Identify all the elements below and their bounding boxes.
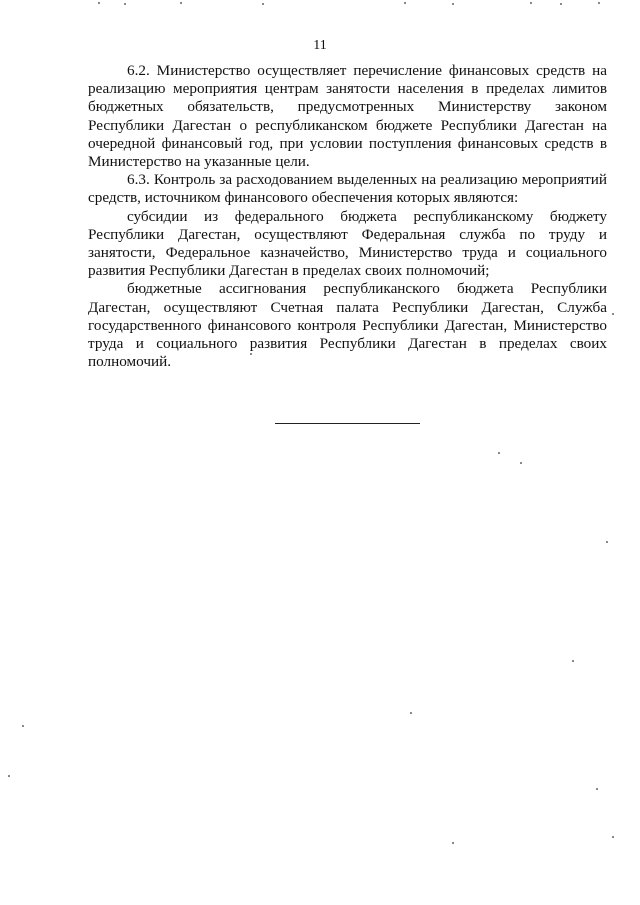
page-number: 11 (313, 38, 327, 53)
document-body (88, 62, 607, 371)
end-divider-line (275, 423, 420, 424)
paragraph-federal-subsidies: субсидии из федерального бюджета республиканскому бюджету Республики Дагестан, осуществляют Федеральная служба по труду и занятости, Федеральное казначейство, Министерство труда и социального развития Республики Дагестан в пределах своих полномочий; (88, 207, 607, 280)
paragraph-budget-allocations: бюджетные ассигнования республиканского бюджета Республики Дагестан, осуществляют Счетная палата Республики Дагестан, Служба государственного финансового контроля Республики Дагестан, Министерство труда и социального развития Республики Дагестан в пределах своих полномочий. (88, 280, 607, 371)
scan-edge-noise (0, 0, 640, 6)
paragraph-6-3: 6.3. Контроль за расходованием выделенных на реализацию мероприятий средств, источником финансового обеспечения которых являются: (88, 171, 607, 207)
paragraph-6-2: 6.2. Министерство осуществляет перечисление финансовых средств на реализацию мероприятия центрам занятости населения в пределах лимитов бюджетных обязательств, предусмотренных Министерству законом Республики Дагестан о республиканском бюджете Республики Дагестан на очередной финансовый год, при условии поступления финансовых средств в Министерство на указанные цели. (88, 62, 607, 171)
